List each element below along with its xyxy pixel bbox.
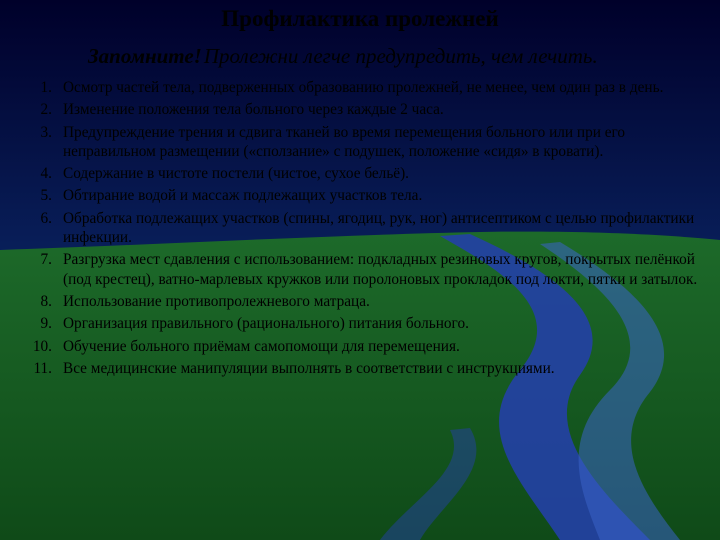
item-number: 7. <box>40 251 52 269</box>
list-item <box>0 100 700 119</box>
list-item <box>0 186 700 205</box>
list-item <box>0 292 700 311</box>
list-item <box>0 209 700 248</box>
list-item <box>0 250 700 289</box>
item-number: 6. <box>40 209 52 227</box>
subtitle <box>88 44 598 69</box>
item-number: 3. <box>40 123 52 141</box>
item-text: Использование противопролежневого матраца. <box>63 292 370 310</box>
prevention-list <box>0 78 700 381</box>
list-item <box>0 123 700 162</box>
subtitle-text: Пролежни легче предупредить, чем лечить. <box>203 44 598 68</box>
item-text: Содержание в чистоте постели (чистое, сухое бельё). <box>63 165 410 183</box>
list-item <box>0 78 700 97</box>
item-number: 11. <box>33 359 52 377</box>
item-text: Организация правильного (рационального) питания больного. <box>63 315 469 333</box>
item-text: Обработка подлежащих участков (спины, ягодиц, рук, ног) антисептиком с целью профилактики инфекции. <box>63 209 695 247</box>
item-text: Изменение положения тела больного через каждые 2 часа. <box>63 101 444 119</box>
item-text: Обтирание водой и массаж подлежащих участков тела. <box>63 187 423 205</box>
slide-title: Профилактика пролежней <box>221 6 499 31</box>
item-number: 2. <box>40 101 52 119</box>
item-number: 1. <box>40 79 52 96</box>
item-text: Осмотр частей тела, подверженных образованию пролежней, не менее, чем один раз в день. <box>63 79 664 96</box>
item-number: 8. <box>40 292 52 310</box>
item-text: Обучение больного приёмам самопомощи для перемещения. <box>63 337 460 355</box>
list-item <box>0 314 700 333</box>
item-number: 5. <box>40 187 52 205</box>
list-item <box>0 337 700 356</box>
item-number: 4. <box>40 165 52 183</box>
subtitle-lead: Запомните! <box>88 44 202 68</box>
item-number: 10. <box>32 337 52 355</box>
list-item <box>0 359 700 378</box>
item-text: Все медицинские манипуляции выполнять в соответствии с инструкциями. <box>63 359 555 377</box>
item-text: Разгрузка мест сдавления с использованием: подкладных резиновых кругов, покрытых пелёнкой (под крестец), ватно-марлевых кружков или поролоновых прокладок под локти, пятки и затылок. <box>63 251 698 288</box>
list-item <box>0 164 700 183</box>
item-text: Предупреждение трения и сдвига тканей во время перемещения больного или при его неправильном размещении («сползание» с подушек, положение «сидя» в кровати). <box>63 123 626 160</box>
item-number: 9. <box>40 315 52 333</box>
